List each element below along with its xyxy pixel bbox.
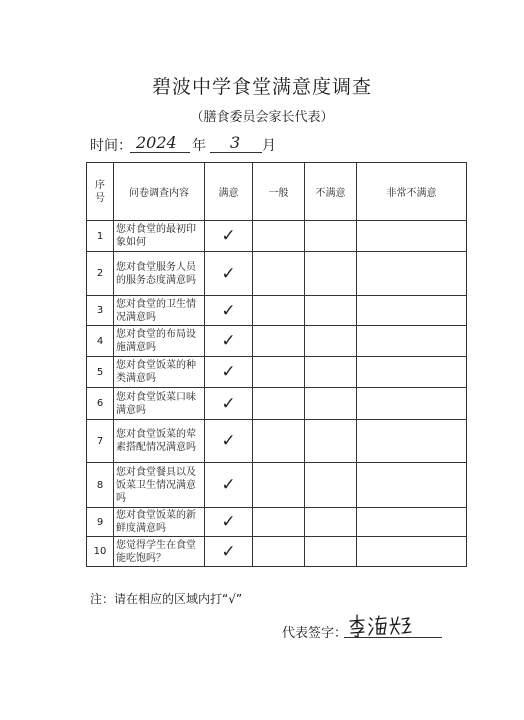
row-question: 您对食堂餐具以及饭菜卫生情况满意吗: [114, 463, 205, 508]
row-number: 2: [87, 252, 114, 296]
year-underline: [130, 152, 190, 153]
table-row: [87, 252, 467, 296]
row-question: 您对食堂的卫生情况满意吗: [114, 296, 205, 326]
cell-very-unsatisfied[interactable]: [357, 388, 467, 420]
cell-average[interactable]: [253, 537, 305, 567]
cell-satisfied[interactable]: [205, 420, 253, 463]
table-row: [87, 420, 467, 463]
year-unit: 年: [192, 138, 206, 154]
header-satisfied: 满意: [205, 163, 253, 221]
row-number: 1: [87, 221, 114, 252]
cell-satisfied[interactable]: [205, 252, 253, 296]
header-very-unsatisfied: 非常不满意: [357, 163, 467, 221]
cell-very-unsatisfied[interactable]: [357, 296, 467, 326]
header-unsatisfied: 不满意: [305, 163, 357, 221]
cell-unsatisfied[interactable]: [305, 508, 357, 537]
row-number: 4: [87, 326, 114, 357]
cell-unsatisfied[interactable]: [305, 357, 357, 388]
cell-satisfied[interactable]: [205, 508, 253, 537]
cell-average[interactable]: [253, 221, 305, 252]
cell-average[interactable]: [253, 388, 305, 420]
row-number: 5: [87, 357, 114, 388]
check-mark: ✓: [221, 331, 236, 351]
cell-satisfied[interactable]: [205, 296, 253, 326]
check-mark: ✓: [221, 512, 236, 532]
check-mark: ✓: [221, 541, 236, 562]
cell-unsatisfied[interactable]: [305, 388, 357, 420]
month-unit: 月: [262, 138, 276, 154]
cell-unsatisfied[interactable]: [305, 463, 357, 508]
check-mark: ✓: [221, 431, 236, 451]
time-month: 3: [230, 133, 241, 152]
header-serial: 序号: [87, 163, 114, 221]
cell-average[interactable]: [253, 420, 305, 463]
row-question: 您对食堂的最初印象如何: [114, 221, 205, 252]
table-row: [87, 508, 467, 537]
cell-satisfied[interactable]: [205, 463, 253, 508]
header-average: 一般: [253, 163, 305, 221]
row-question: 您对食堂饭菜的新鲜度满意吗: [114, 508, 205, 537]
cell-average[interactable]: [253, 508, 305, 537]
cell-unsatisfied[interactable]: [305, 326, 357, 357]
month-underline: [210, 152, 262, 153]
cell-average[interactable]: [253, 357, 305, 388]
table-row: [87, 326, 467, 357]
check-mark: ✓: [221, 226, 236, 246]
table-row: [87, 357, 467, 388]
table-row: [87, 537, 467, 567]
time-label: 时间：: [90, 138, 132, 154]
signature-label: 代表签字：: [282, 626, 348, 641]
check-mark: ✓: [221, 393, 236, 414]
row-number: 10: [87, 537, 114, 567]
table-row: [87, 463, 467, 508]
table-header-row: [87, 163, 467, 221]
row-question: 您对食堂的布局设施满意吗: [114, 326, 205, 357]
cell-satisfied[interactable]: [205, 388, 253, 420]
signature-underline: [344, 637, 442, 638]
cell-average[interactable]: [253, 463, 305, 508]
cell-very-unsatisfied[interactable]: [357, 357, 467, 388]
row-number: 6: [87, 388, 114, 420]
instruction-note: 注：请在相应的区域内打“√”: [90, 592, 243, 606]
check-mark: ✓: [221, 362, 236, 382]
row-question: 您对食堂饭菜口味满意吗: [114, 388, 205, 420]
cell-very-unsatisfied[interactable]: [357, 508, 467, 537]
handwritten-signature: [346, 613, 412, 639]
check-mark: ✓: [221, 263, 236, 284]
row-question: 您觉得学生在食堂能吃饱吗？: [114, 537, 205, 567]
cell-satisfied[interactable]: [205, 537, 253, 567]
cell-very-unsatisfied[interactable]: [357, 463, 467, 508]
cell-average[interactable]: [253, 326, 305, 357]
time-row: [90, 135, 390, 155]
cell-very-unsatisfied[interactable]: [357, 326, 467, 357]
row-number: 7: [87, 420, 114, 463]
cell-satisfied[interactable]: [205, 221, 253, 252]
row-question: 您对食堂饭菜的种类满意吗: [114, 357, 205, 388]
table-row: [87, 221, 467, 252]
cell-very-unsatisfied[interactable]: [357, 252, 467, 296]
cell-average[interactable]: [253, 296, 305, 326]
time-year: 2024: [136, 133, 177, 152]
page-title: 碧波中学食堂满意度调查: [151, 76, 372, 98]
row-question: 您对食堂饭菜的荤素搭配情况满意吗: [114, 420, 205, 463]
check-mark: ✓: [221, 300, 236, 321]
header-content: 问卷调查内容: [114, 163, 205, 221]
cell-very-unsatisfied[interactable]: [357, 420, 467, 463]
survey-table: [86, 162, 467, 567]
row-question: 您对食堂服务人员的服务态度满意吗: [114, 252, 205, 296]
row-number: 3: [87, 296, 114, 326]
check-mark: ✓: [221, 475, 236, 495]
table-row: [87, 296, 467, 326]
cell-average[interactable]: [253, 252, 305, 296]
cell-very-unsatisfied[interactable]: [357, 221, 467, 252]
cell-unsatisfied[interactable]: [305, 537, 357, 567]
cell-unsatisfied[interactable]: [305, 296, 357, 326]
cell-unsatisfied[interactable]: [305, 252, 357, 296]
cell-satisfied[interactable]: [205, 357, 253, 388]
cell-satisfied[interactable]: [205, 326, 253, 357]
cell-unsatisfied[interactable]: [305, 420, 357, 463]
row-number: 9: [87, 508, 114, 537]
table-row: [87, 388, 467, 420]
page-subtitle: （膳食委员会家长代表）: [190, 110, 334, 125]
cell-very-unsatisfied[interactable]: [357, 537, 467, 567]
cell-unsatisfied[interactable]: [305, 221, 357, 252]
row-number: 8: [87, 463, 114, 508]
